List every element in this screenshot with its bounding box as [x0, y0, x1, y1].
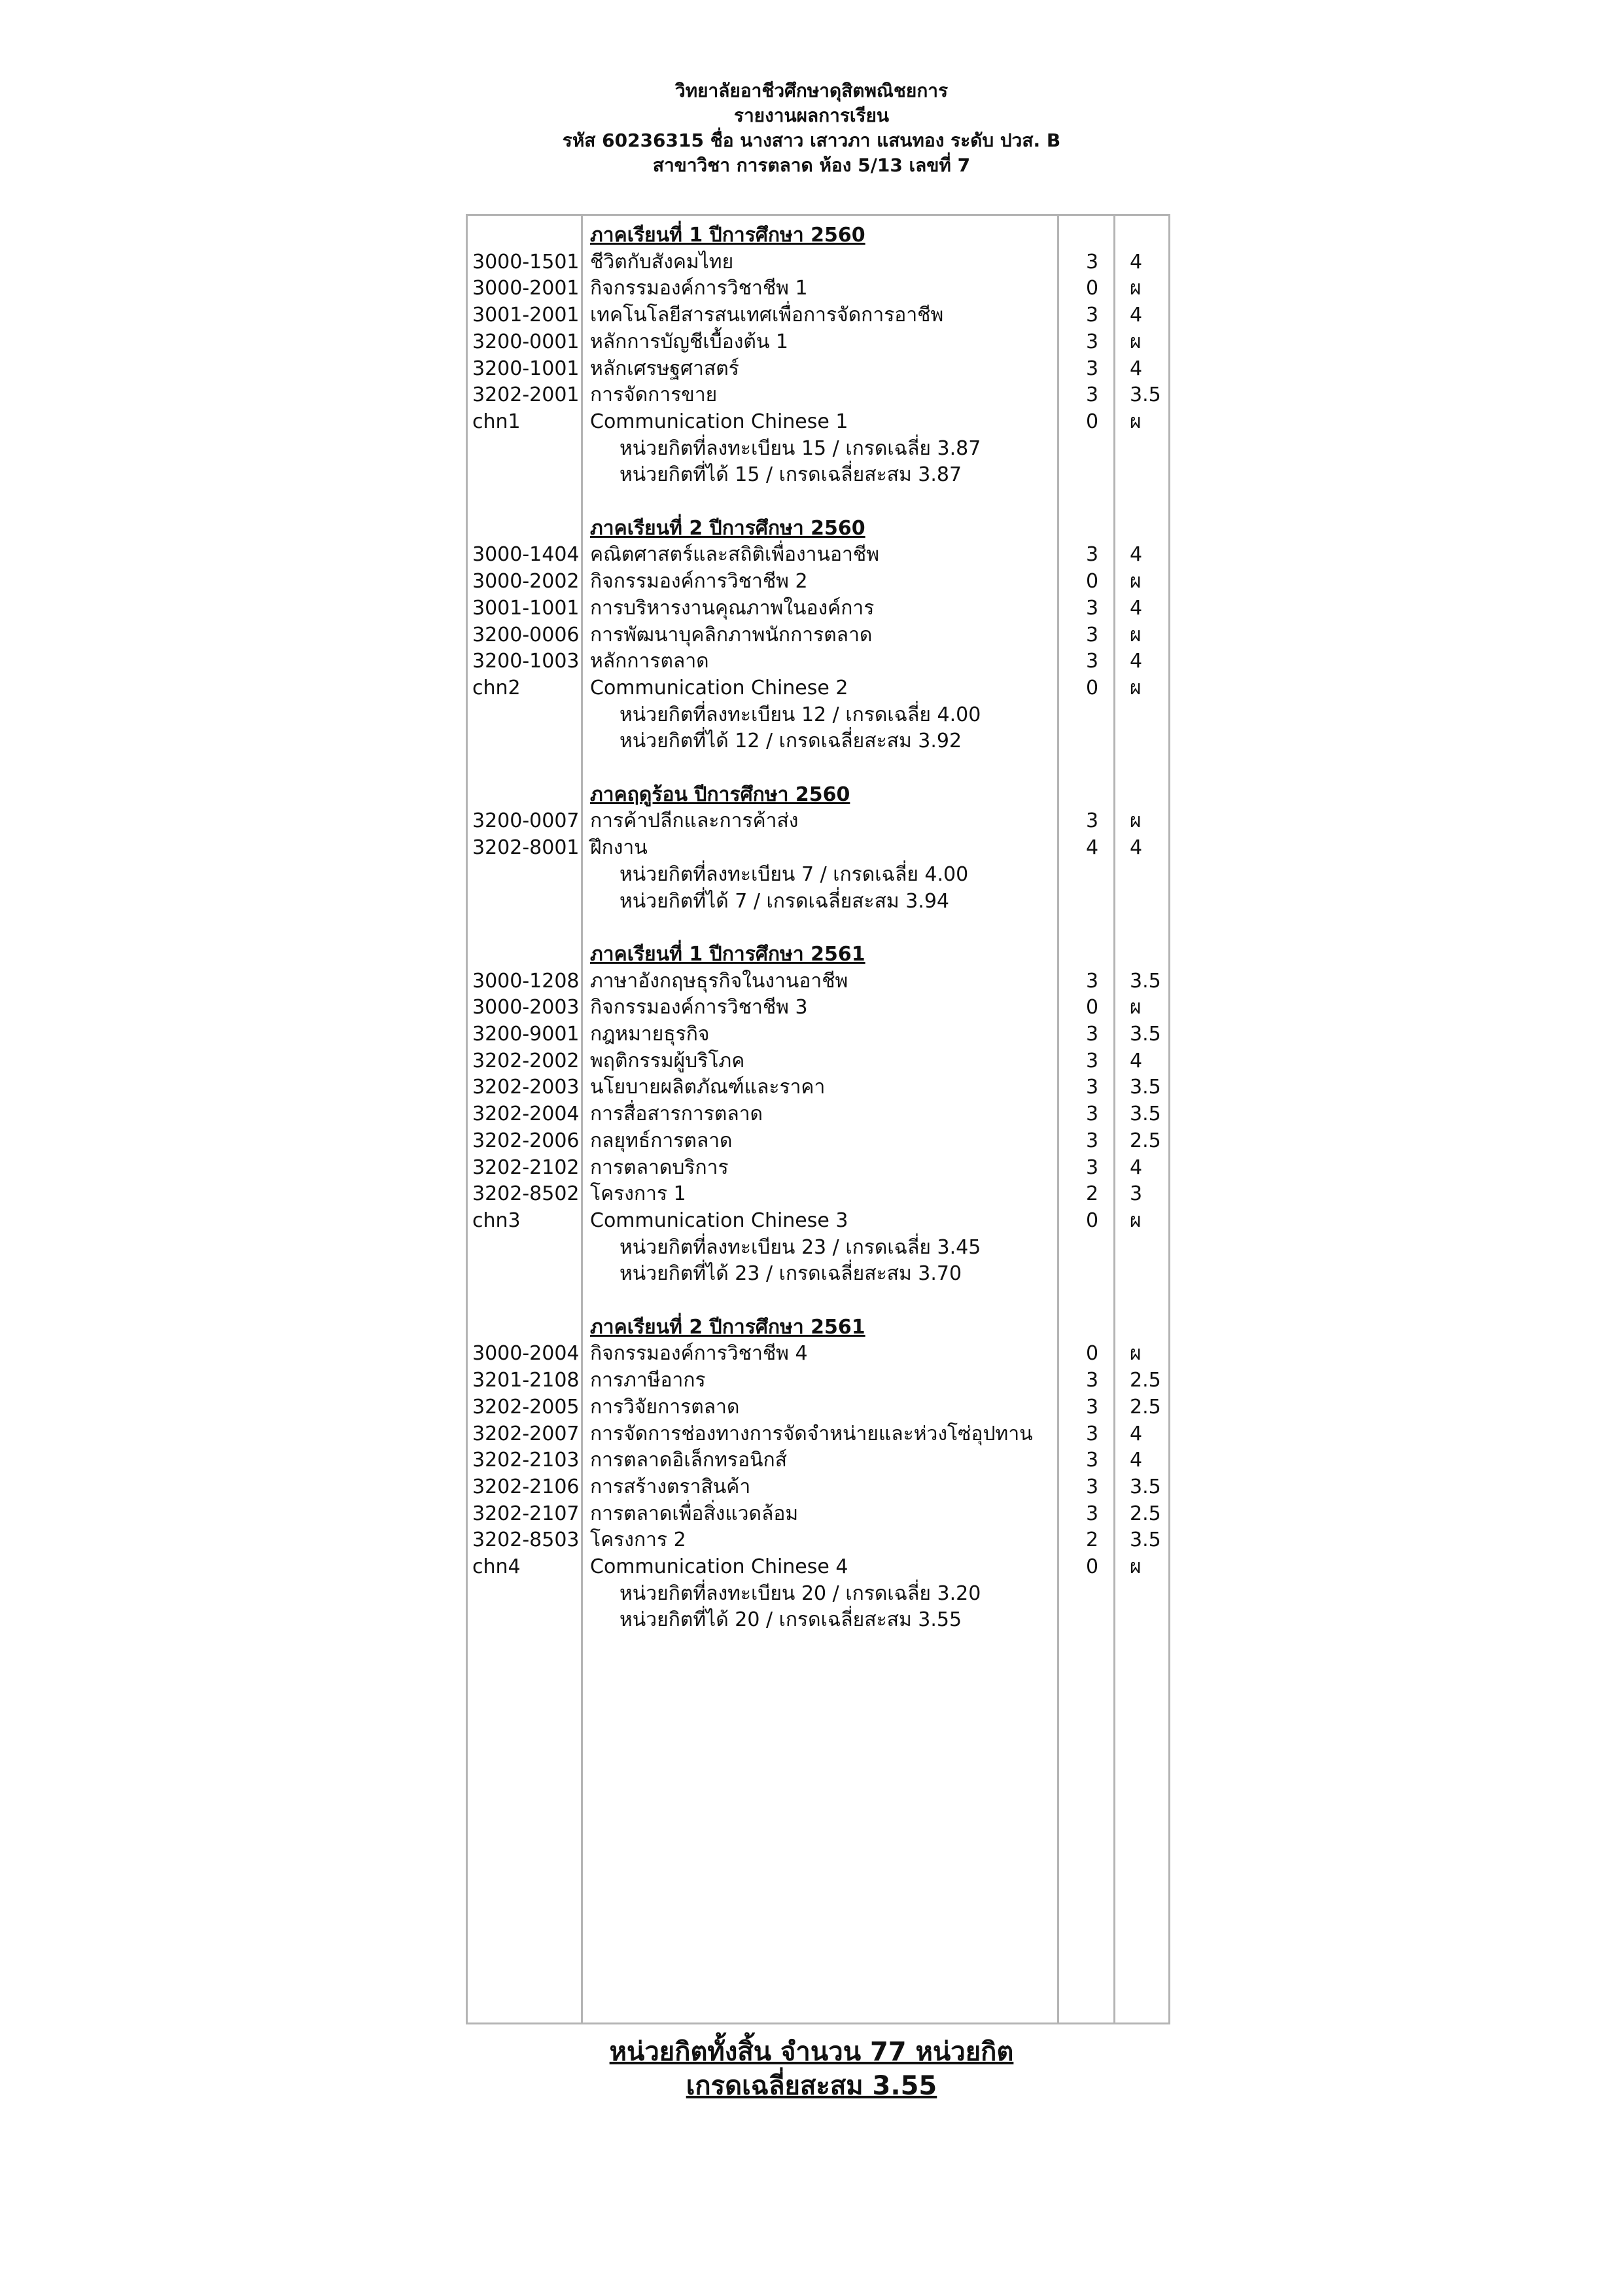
summary-registered: หน่วยกิตที่ลงทะเบียน 23 / เกรดเฉลี่ย 3.45: [620, 1235, 981, 1259]
course-grade: ผ: [1130, 809, 1142, 833]
course-grade: ผ: [1130, 1209, 1142, 1232]
course-code: 3001-2001: [472, 304, 580, 327]
course-grade: 4: [1130, 1422, 1143, 1445]
course-credit: 0: [1086, 676, 1099, 699]
course-grade: 3.5: [1130, 1528, 1161, 1552]
semester-title: ภาคเรียนที่ 2 ปีการศึกษา 2561: [590, 1315, 865, 1339]
course-credit: 3: [1086, 596, 1099, 620]
table-row: [466, 355, 1170, 382]
course-grade: 4: [1130, 596, 1143, 620]
summary-cumulative: หน่วยกิตที่ได้ 15 / เกรดเฉลี่ยสะสม 3.87: [620, 463, 962, 487]
course-grade: 2.5: [1130, 1129, 1161, 1152]
course-code: chn2: [472, 676, 521, 699]
course-code: 3202-2106: [472, 1475, 580, 1498]
course-code: 3202-2006: [472, 1129, 580, 1152]
course-credit: 0: [1086, 996, 1099, 1019]
course-code: 3200-9001: [472, 1023, 580, 1046]
course-grade: 4: [1130, 1449, 1143, 1472]
course-name: โครงการ 1: [590, 1182, 686, 1206]
course-name: การพัฒนาบุคลิกภาพนักการตลาด: [590, 623, 873, 646]
student-info: รหัส 60236315 ชื่อ นางสาว เสาวภา แสนทอง ระดับ ปวส. B: [562, 130, 1061, 151]
course-name: ฝึกงาน: [590, 836, 648, 860]
course-credit: 3: [1086, 1449, 1099, 1472]
table-row: [466, 1340, 1170, 1367]
course-grade: 4: [1130, 1156, 1143, 1179]
course-credit: 3: [1086, 1369, 1099, 1392]
table-row: [466, 1154, 1170, 1181]
semester-summary: [466, 461, 1170, 488]
course-name: โครงการ 2: [590, 1528, 686, 1552]
table-row: [466, 1207, 1170, 1234]
major-info: สาขาวิชา การตลาด ห้อง 5/13 เลขที่ 7: [652, 154, 971, 176]
table-row: [466, 1127, 1170, 1154]
summary-cumulative: หน่วยกิตที่ได้ 7 / เกรดเฉลี่ยสะสม 3.94: [620, 889, 950, 913]
course-name: การวิจัยการตลาด: [590, 1395, 740, 1419]
course-grade: ผ: [1130, 996, 1142, 1019]
course-grade: ผ: [1130, 676, 1142, 699]
course-grade: 3.5: [1130, 969, 1161, 993]
course-name: การบริหารงานคุณภาพในองค์การ: [590, 596, 875, 620]
table-row: [466, 622, 1170, 648]
table-row: [466, 1553, 1170, 1580]
course-code: 3200-0001: [472, 330, 580, 353]
course-code: 3202-2001: [472, 383, 580, 407]
course-code: 3202-8503: [472, 1528, 580, 1552]
course-grade: 4: [1130, 1049, 1143, 1072]
course-grade: ผ: [1130, 1342, 1142, 1366]
course-credit: 3: [1086, 650, 1099, 673]
course-credit: 3: [1086, 623, 1099, 646]
course-name: พฤติกรรมผู้บริโภค: [590, 1049, 745, 1072]
course-credit: 3: [1086, 1502, 1099, 1525]
course-name: Communication Chinese 4: [590, 1555, 848, 1578]
summary-registered: หน่วยกิตที่ลงทะเบียน 20 / เกรดเฉลี่ย 3.20: [620, 1581, 981, 1605]
transcript-table: [466, 214, 1170, 2024]
table-row: [466, 1101, 1170, 1127]
course-grade: ผ: [1130, 277, 1142, 300]
course-credit: 3: [1086, 1049, 1099, 1072]
table-row: [466, 1180, 1170, 1207]
course-grade: ผ: [1130, 410, 1142, 433]
course-grade: ผ: [1130, 570, 1142, 593]
course-credit: 2: [1086, 1528, 1099, 1552]
semester-summary: [466, 701, 1170, 728]
course-name: การตลาดอิเล็กทรอนิกส์: [590, 1449, 788, 1472]
table-row: [466, 1021, 1170, 1048]
course-name: การตลาดเพื่อสิ่งแวดล้อม: [590, 1502, 799, 1525]
course-name: เทคโนโลยีสารสนเทศเพื่อการจัดการอาชีพ: [590, 304, 944, 327]
course-credit: 0: [1086, 570, 1099, 593]
course-code: 3200-0007: [472, 809, 580, 833]
course-code: 3200-1001: [472, 357, 580, 380]
table-row: [466, 994, 1170, 1021]
semester-summary: [466, 861, 1170, 888]
course-name: หลักการบัญชีเบื้องต้น 1: [590, 330, 788, 353]
course-grade: 2.5: [1130, 1369, 1161, 1392]
course-grade: 3.5: [1130, 383, 1161, 407]
table-row: [466, 249, 1170, 275]
summary-registered: หน่วยกิตที่ลงทะเบียน 15 / เกรดเฉลี่ย 3.87: [620, 436, 981, 460]
summary-cumulative: หน่วยกิตที่ได้ 20 / เกรดเฉลี่ยสะสม 3.55: [620, 1608, 962, 1632]
report-footer: [0, 2035, 1623, 2103]
course-credit: 3: [1086, 1103, 1099, 1126]
course-credit: 0: [1086, 277, 1099, 300]
course-name: กฎหมายธุรกิจ: [590, 1023, 710, 1046]
course-name: นโยบายผลิตภัณฑ์และราคา: [590, 1076, 826, 1099]
report-header: [0, 79, 1623, 178]
summary-cumulative: หน่วยกิตที่ได้ 12 / เกรดเฉลี่ยสะสม 3.92: [620, 730, 962, 753]
course-code: 3201-2108: [472, 1369, 580, 1392]
course-credit: 3: [1086, 250, 1099, 274]
cumulative-gpa: เกรดเฉลี่ยสะสม 3.55: [686, 2071, 937, 2101]
table-row: [466, 1074, 1170, 1101]
course-credit: 3: [1086, 543, 1099, 567]
course-code: 3200-0006: [472, 623, 580, 646]
course-grade: 4: [1130, 650, 1143, 673]
semester-summary: [466, 1234, 1170, 1261]
course-name: ชีวิตกับสังคมไทย: [590, 250, 734, 274]
semester-heading: [466, 1314, 1170, 1341]
table-row: [466, 834, 1170, 861]
course-credit: 3: [1086, 383, 1099, 407]
course-credit: 0: [1086, 410, 1099, 433]
course-code: 3202-2004: [472, 1103, 580, 1126]
course-code: 3000-2001: [472, 277, 580, 300]
course-code: 3000-2003: [472, 996, 580, 1019]
course-credit: 3: [1086, 1422, 1099, 1445]
table-row: [466, 1447, 1170, 1474]
summary-cumulative: หน่วยกิตที่ได้ 23 / เกรดเฉลี่ยสะสม 3.70: [620, 1262, 962, 1286]
semester-summary: [466, 888, 1170, 915]
course-grade: 4: [1130, 304, 1143, 327]
semester-summary: [466, 1606, 1170, 1633]
course-name: กิจกรรมองค์การวิชาชีพ 3: [590, 996, 808, 1019]
semester-summary: [466, 728, 1170, 754]
course-credit: 0: [1086, 1342, 1099, 1366]
course-name: กลยุทธ์การตลาด: [590, 1129, 733, 1152]
course-grade: 3: [1130, 1182, 1143, 1206]
course-credit: 3: [1086, 1156, 1099, 1179]
course-credit: 3: [1086, 1076, 1099, 1099]
course-code: 3202-2007: [472, 1422, 580, 1445]
course-credit: 3: [1086, 1475, 1099, 1498]
table-row: [466, 328, 1170, 355]
course-name: กิจกรรมองค์การวิชาชีพ 1: [590, 277, 808, 300]
course-name: กิจกรรมองค์การวิชาชีพ 4: [590, 1342, 808, 1366]
course-code: 3202-8502: [472, 1182, 580, 1206]
course-code: 3000-2004: [472, 1342, 580, 1366]
table-row: [466, 275, 1170, 302]
table-row: [466, 1394, 1170, 1421]
course-code: 3200-1003: [472, 650, 580, 673]
course-code: 3001-1001: [472, 596, 580, 620]
table-row: [466, 968, 1170, 995]
table-row: [466, 1048, 1170, 1074]
course-grade: 3.5: [1130, 1103, 1161, 1126]
course-grade: ผ: [1130, 1555, 1142, 1578]
course-credit: 4: [1086, 836, 1099, 860]
course-code: 3202-2102: [472, 1156, 580, 1179]
course-code: chn3: [472, 1209, 521, 1232]
course-credit: 3: [1086, 330, 1099, 353]
course-grade: 4: [1130, 250, 1143, 274]
table-row: [466, 675, 1170, 701]
semester-title: ภาคฤดูร้อน ปีการศึกษา 2560: [590, 783, 850, 806]
course-code: 3202-2005: [472, 1395, 580, 1419]
course-name: การจัดการช่องทางการจัดจำหน่ายและห่วงโซ่อุปทาน: [590, 1422, 1033, 1445]
course-name: การสื่อสารการตลาด: [590, 1103, 763, 1126]
course-credit: 2: [1086, 1182, 1099, 1206]
semester-title: ภาคเรียนที่ 2 ปีการศึกษา 2560: [590, 516, 865, 540]
table-row: [466, 1527, 1170, 1553]
course-credit: 3: [1086, 357, 1099, 380]
course-name: การภาษีอากร: [590, 1369, 706, 1392]
report-title: รายงานผลการเรียน: [733, 105, 890, 126]
semester-title: ภาคเรียนที่ 1 ปีการศึกษา 2560: [590, 224, 865, 247]
course-name: การสร้างตราสินค้า: [590, 1475, 751, 1498]
course-code: 3202-2002: [472, 1049, 580, 1072]
course-grade: 4: [1130, 836, 1143, 860]
semester-heading: [466, 515, 1170, 542]
table-row: [466, 1500, 1170, 1527]
course-code: 3202-2107: [472, 1502, 580, 1525]
course-code: 3000-1404: [472, 543, 580, 567]
course-name: การจัดการขาย: [590, 383, 718, 407]
course-code: 3000-1501: [472, 250, 580, 274]
semester-heading: [466, 941, 1170, 968]
semester-summary: [466, 435, 1170, 462]
course-credit: 3: [1086, 809, 1099, 833]
course-credit: 0: [1086, 1209, 1099, 1232]
table-row: [466, 1421, 1170, 1447]
course-grade: 3.5: [1130, 1023, 1161, 1046]
table-row: [466, 807, 1170, 834]
table-row: [466, 541, 1170, 568]
course-code: chn1: [472, 410, 521, 433]
semester-summary: [466, 1260, 1170, 1287]
total-credits: หน่วยกิตทั้งสิ้น จำนวน 77 หน่วยกิต: [609, 2037, 1014, 2067]
course-name: การตลาดบริการ: [590, 1156, 729, 1179]
course-grade: 3.5: [1130, 1475, 1161, 1498]
course-code: 3202-2103: [472, 1449, 580, 1472]
course-name: หลักการตลาด: [590, 650, 709, 673]
college-name: วิทยาลัยอาชีวศึกษาดุสิตพณิชยการ: [674, 80, 949, 101]
course-name: กิจกรรมองค์การวิชาชีพ 2: [590, 570, 808, 593]
table-row: [466, 595, 1170, 622]
course-name: Communication Chinese 1: [590, 410, 848, 433]
course-grade: ผ: [1130, 623, 1142, 646]
course-code: 3000-1208: [472, 969, 580, 993]
course-name: ภาษาอังกฤษธุรกิจในงานอาชีพ: [590, 969, 848, 993]
course-credit: 3: [1086, 304, 1099, 327]
table-row: [466, 1474, 1170, 1500]
course-name: Communication Chinese 2: [590, 676, 848, 699]
course-grade: ผ: [1130, 330, 1142, 353]
semester-summary: [466, 1580, 1170, 1607]
course-grade: 2.5: [1130, 1395, 1161, 1419]
course-code: 3202-2003: [472, 1076, 580, 1099]
table-row: [466, 1367, 1170, 1394]
summary-registered: หน่วยกิตที่ลงทะเบียน 7 / เกรดเฉลี่ย 4.00: [620, 862, 969, 886]
course-grade: 2.5: [1130, 1502, 1161, 1525]
table-row: [466, 648, 1170, 675]
table-row: [466, 381, 1170, 408]
course-credit: 3: [1086, 1023, 1099, 1046]
course-name: การค้าปลีกและการค้าส่ง: [590, 809, 799, 833]
summary-registered: หน่วยกิตที่ลงทะเบียน 12 / เกรดเฉลี่ย 4.00: [620, 703, 981, 726]
semester-title: ภาคเรียนที่ 1 ปีการศึกษา 2561: [590, 942, 865, 966]
course-name: คณิตศาสตร์และสถิติเพื่องานอาชีพ: [590, 543, 880, 567]
course-credit: 3: [1086, 1129, 1099, 1152]
semester-heading: [466, 781, 1170, 808]
course-code: 3000-2002: [472, 570, 580, 593]
course-name: หลักเศรษฐศาสตร์: [590, 357, 739, 380]
course-grade: 4: [1130, 357, 1143, 380]
table-row: [466, 408, 1170, 435]
course-credit: 3: [1086, 969, 1099, 993]
semester-heading: [466, 222, 1170, 249]
course-credit: 0: [1086, 1555, 1099, 1578]
course-code: 3202-8001: [472, 836, 580, 860]
course-name: Communication Chinese 3: [590, 1209, 848, 1232]
course-credit: 3: [1086, 1395, 1099, 1419]
course-grade: 4: [1130, 543, 1143, 567]
course-grade: 3.5: [1130, 1076, 1161, 1099]
table-row: [466, 568, 1170, 595]
course-code: chn4: [472, 1555, 521, 1578]
table-row: [466, 302, 1170, 328]
